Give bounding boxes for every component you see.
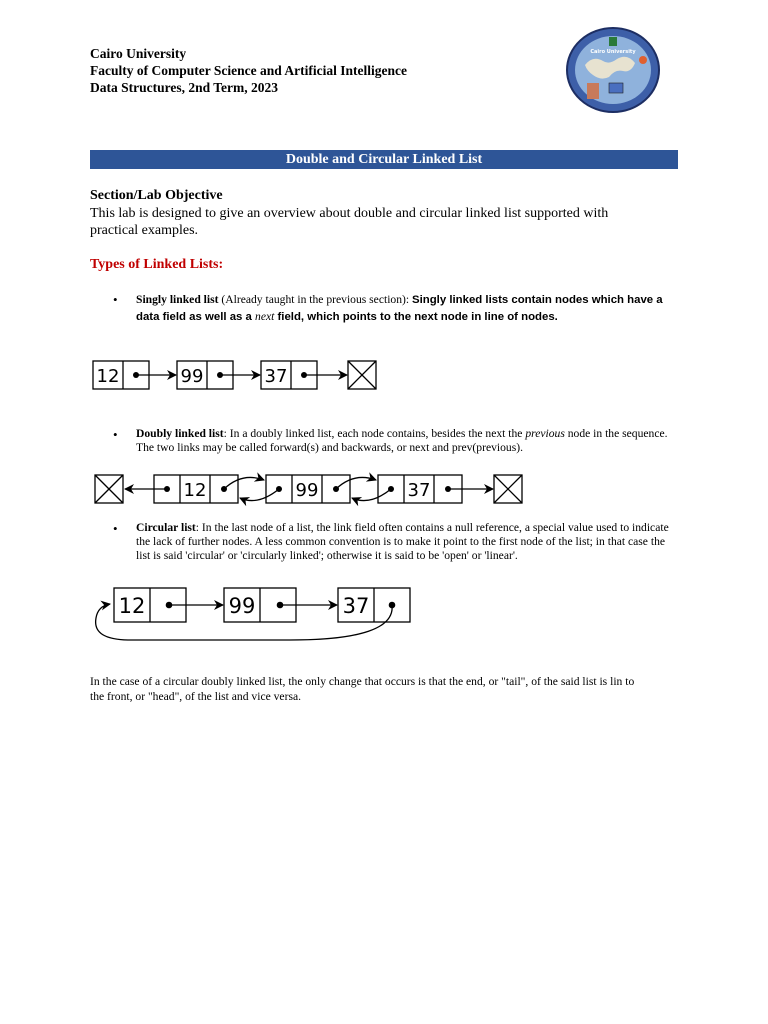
doubly-node-1: 12: [183, 480, 207, 501]
doubly-list-diagram: [92, 470, 532, 508]
circular-node-2: 99: [228, 594, 256, 618]
university-name: Cairo University: [90, 46, 187, 61]
doubly-node-3: 37: [407, 480, 431, 501]
circular-list-diagram: [90, 582, 420, 644]
circular-desc: : In the last node of a list, the link field often contains a null reference, a special value used to indicate the lack of further nodes. A less common convention is to make it point to the first node of the list; in that case the list is said 'circular' or 'circularly linked'; otherwise it is said to be 'open' or 'linear'.: [136, 521, 669, 562]
circular-title: Circular list: [136, 521, 196, 534]
university-logo-icon: [563, 25, 663, 115]
doubly-node-2: 99: [295, 480, 319, 501]
doubly-title: Doubly linked list: [136, 427, 224, 440]
bullet-icon: •: [113, 292, 118, 307]
doubly-desc-a: : In a doubly linked list, each node contains, besides the next the: [223, 427, 526, 440]
circular-list-item: [136, 521, 681, 563]
doubly-desc-em: previous: [525, 427, 565, 440]
closing-paragraph: In the case of a circular doubly linked list, the only change that occurs is that the end, or "tail", of the said list is lin to the front, or "head", of the list and vice versa.: [90, 675, 635, 703]
bullet-icon: •: [113, 521, 118, 536]
singly-list-item: [136, 292, 681, 325]
bullet-icon: •: [113, 427, 118, 442]
singly-note: (Already taught in the previous section):: [218, 293, 412, 306]
singly-title: Singly linked list: [136, 293, 219, 306]
singly-node-1: 12: [96, 366, 120, 387]
singly-list-diagram: [90, 357, 390, 393]
objective-heading: Section/Lab Objective: [90, 188, 223, 203]
faculty-name: Faculty of Computer Science and Artificial Intelligence: [90, 63, 407, 78]
logo-text: Cairo University: [590, 49, 636, 55]
circular-node-1: 12: [118, 594, 146, 618]
doubly-desc-b: node in the sequence. The two links may be called forward(s) and backwards, or next and prev(previous).: [136, 427, 668, 454]
singly-node-3: 37: [264, 366, 288, 387]
singly-desc-a: Singly linked lists contain nodes which have a data field as well as a: [136, 294, 663, 323]
singly-node-2: 99: [180, 366, 204, 387]
circular-node-3: 37: [342, 594, 370, 618]
types-heading: Types of Linked Lists:: [90, 257, 224, 272]
doubly-list-item: [136, 427, 681, 455]
course-name: Data Structures, 2nd Term, 2023: [90, 80, 279, 95]
page-title: Double and Circular Linked List: [90, 150, 678, 169]
singly-desc-b: field, which points to the next node in line of nodes.: [274, 310, 558, 323]
document-header: [90, 45, 407, 96]
singly-desc-em: next: [255, 309, 275, 323]
objective-text: This lab is designed to give an overview about double and circular linked list supported with practical examples.: [90, 206, 609, 238]
